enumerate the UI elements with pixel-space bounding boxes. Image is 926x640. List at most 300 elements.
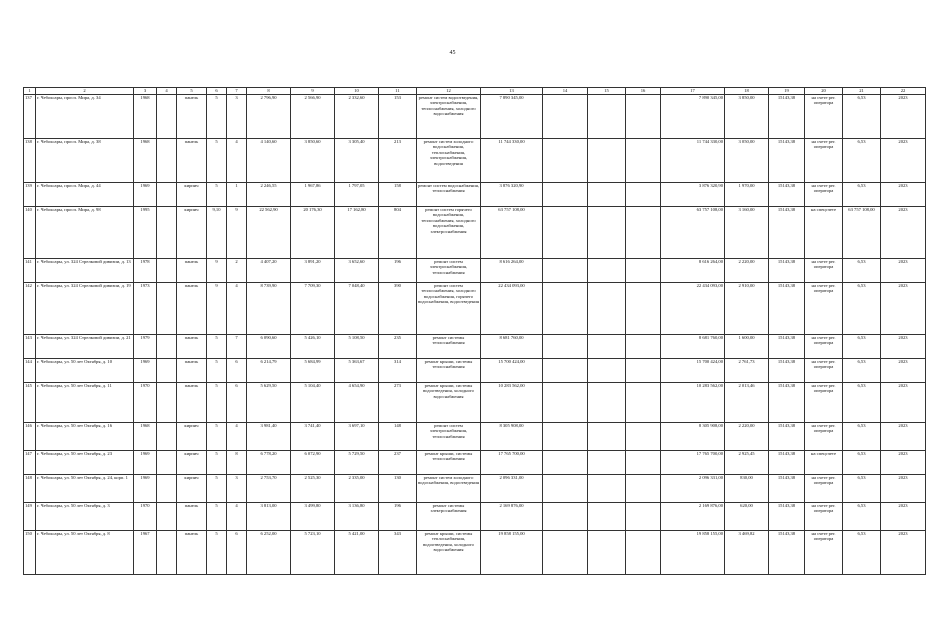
works-cell: ремонт систем горячего водоснабжения, теплоснабжения, холодного водоснабжения, электроснабжения bbox=[417, 207, 481, 259]
cost-cell: 8 305 908,00 bbox=[661, 423, 725, 451]
empty-cell bbox=[626, 503, 661, 531]
residents-cell: 196 bbox=[379, 503, 417, 531]
unit-cost-cell: 1 970,00 bbox=[725, 183, 769, 207]
area-cell: 3 891,20 bbox=[291, 259, 335, 283]
cost-cell: 17 765 700,00 bbox=[481, 451, 543, 475]
area-cell: 3 741,40 bbox=[291, 423, 335, 451]
area-cell: 6 778,20 bbox=[247, 451, 291, 475]
row-number: 140 bbox=[24, 207, 36, 259]
row-number: 142 bbox=[24, 283, 36, 335]
year-cell: 1969 bbox=[134, 359, 157, 383]
works-cell: ремонт крыши, системы теплоснабжения bbox=[417, 451, 481, 475]
unit-cost-cell: 2 925,45 bbox=[725, 451, 769, 475]
year-cell: 1968 bbox=[134, 139, 157, 183]
empty-cell bbox=[626, 207, 661, 259]
cost-cell: 63 757 108,00 bbox=[481, 207, 543, 259]
unit-cost-cell: 3 469,82 bbox=[725, 531, 769, 575]
year-cell: 1973 bbox=[134, 283, 157, 335]
method-cell: на спецсчете bbox=[805, 451, 843, 475]
address-cell: г. Чебоксары, ул. 50 лет Октября, д. 3 bbox=[36, 503, 134, 531]
residents-cell: 390 bbox=[379, 283, 417, 335]
residents-cell: 314 bbox=[379, 359, 417, 383]
residents-cell: 148 bbox=[379, 423, 417, 451]
column-header: 20 bbox=[805, 88, 843, 95]
column-header: 6 bbox=[207, 88, 227, 95]
column-header: 15 bbox=[588, 88, 626, 95]
year-cell: 1968 bbox=[134, 423, 157, 451]
year-cell bbox=[157, 335, 177, 359]
works-cell: ремонт крыши, системы теплоснабжения, водоотведения, холодного водоснабжения bbox=[417, 531, 481, 575]
works-cell: ремонт крыши, системы водоотведения, холодного водоснабжения bbox=[417, 383, 481, 423]
area-cell: 6 214,79 bbox=[247, 359, 291, 383]
material-cell: панель bbox=[177, 383, 207, 423]
unit-cost-cell: 830,00 bbox=[725, 475, 769, 503]
area-cell: 5 426,10 bbox=[291, 335, 335, 359]
cost-cell: 7 890 345,00 bbox=[661, 95, 725, 139]
area-cell: 5 684,99 bbox=[291, 359, 335, 383]
plan-year-cell: 2023 bbox=[881, 503, 926, 531]
table-row bbox=[24, 259, 926, 283]
plan-year-cell: 2023 bbox=[881, 95, 926, 139]
plan-year-cell: 2023 bbox=[881, 423, 926, 451]
works-cell: ремонт систем водоотведения, электроснабжения, теплоснабжения, холодного водоснабжения bbox=[417, 95, 481, 139]
works-cell: ремонт системы теплоснабжения bbox=[417, 335, 481, 359]
column-header: 9 bbox=[291, 88, 335, 95]
unit-cost-cell: 1 600,00 bbox=[725, 335, 769, 359]
cost-cell: 19 858 155,00 bbox=[661, 531, 725, 575]
entrances-cell: 4 bbox=[227, 423, 247, 451]
column-header: 3 bbox=[134, 88, 157, 95]
works-cell: ремонт систем электроснабжения, теплоснабжения bbox=[417, 259, 481, 283]
address-cell: г. Чебоксары, просп. Мира, д. 34 bbox=[36, 95, 134, 139]
rate-cell: 6,53 bbox=[843, 451, 881, 475]
column-header: 19 bbox=[769, 88, 805, 95]
empty-cell bbox=[543, 475, 588, 503]
material-cell: кирпич bbox=[177, 423, 207, 451]
method-cell: на счете рег. оператора bbox=[805, 383, 843, 423]
rate-cell: 6,53 bbox=[843, 95, 881, 139]
empty-cell bbox=[543, 207, 588, 259]
year-cell: 1968 bbox=[134, 95, 157, 139]
area-cell: 6 072,90 bbox=[291, 451, 335, 475]
limit-cell: 15143,38 bbox=[769, 359, 805, 383]
area-cell: 6 090,60 bbox=[247, 335, 291, 359]
row-number: 146 bbox=[24, 423, 36, 451]
area-cell: 22 562,90 bbox=[247, 207, 291, 259]
material-cell: панель bbox=[177, 95, 207, 139]
area-cell: 3 136,80 bbox=[335, 503, 379, 531]
floors-cell: 5 bbox=[207, 531, 227, 575]
address-cell: г. Чебоксары, ул. 50 лет Октября, д. 8 bbox=[36, 531, 134, 575]
floors-cell: 5 bbox=[207, 503, 227, 531]
empty-cell bbox=[543, 183, 588, 207]
method-cell: на счете рег. оператора bbox=[805, 183, 843, 207]
column-header: 1 bbox=[24, 88, 36, 95]
cost-cell: 11 744 330,00 bbox=[481, 139, 543, 183]
year-cell bbox=[157, 503, 177, 531]
row-number: 143 bbox=[24, 335, 36, 359]
empty-cell bbox=[588, 335, 626, 359]
address-cell: г. Чебоксары, просп. Мира, д. 98 bbox=[36, 207, 134, 259]
cost-cell: 2 169 876,00 bbox=[481, 503, 543, 531]
address-cell: г. Чебоксары, ул. 324 Стрелковой дивизии, д. 19 bbox=[36, 283, 134, 335]
limit-cell: 15143,38 bbox=[769, 283, 805, 335]
area-cell: 2 796,90 bbox=[247, 95, 291, 139]
table-row bbox=[24, 139, 926, 183]
column-header: 14 bbox=[543, 88, 588, 95]
area-cell: 3 850,60 bbox=[291, 139, 335, 183]
method-cell: на спецсчете bbox=[805, 207, 843, 259]
floors-cell: 9,10 bbox=[207, 207, 227, 259]
cost-cell: 2 169 876,00 bbox=[661, 503, 725, 531]
table-row bbox=[24, 451, 926, 475]
area-cell: 4 407,20 bbox=[247, 259, 291, 283]
method-cell: на счете рег. оператора bbox=[805, 95, 843, 139]
method-cell: на счете рег. оператора bbox=[805, 335, 843, 359]
empty-cell bbox=[626, 259, 661, 283]
area-cell: 3 813,00 bbox=[247, 503, 291, 531]
area-cell: 2 753,70 bbox=[247, 475, 291, 503]
unit-cost-cell: 3 050,00 bbox=[725, 139, 769, 183]
year-cell bbox=[157, 451, 177, 475]
plan-year-cell: 2023 bbox=[881, 475, 926, 503]
empty-cell bbox=[588, 207, 626, 259]
year-cell: 1969 bbox=[134, 475, 157, 503]
row-number: 150 bbox=[24, 531, 36, 575]
empty-cell bbox=[588, 183, 626, 207]
entrances-cell: 3 bbox=[227, 95, 247, 139]
area-cell: 2 335,00 bbox=[335, 475, 379, 503]
address-cell: г. Чебоксары, просп. Мира, д. 38 bbox=[36, 139, 134, 183]
year-cell: 1970 bbox=[134, 383, 157, 423]
empty-cell bbox=[543, 503, 588, 531]
residents-cell: 153 bbox=[379, 95, 417, 139]
year-cell bbox=[157, 139, 177, 183]
entrances-cell: 4 bbox=[227, 503, 247, 531]
floors-cell: 5 bbox=[207, 451, 227, 475]
entrances-cell: 7 bbox=[227, 335, 247, 359]
limit-cell: 15143,38 bbox=[769, 451, 805, 475]
year-cell bbox=[157, 531, 177, 575]
year-cell bbox=[157, 183, 177, 207]
works-cell: ремонт систем теплоснабжения, холодного водоснабжения, горячего водоснабжения, водоотведения bbox=[417, 283, 481, 335]
area-cell: 2 566,90 bbox=[291, 95, 335, 139]
area-cell: 5 723,10 bbox=[291, 531, 335, 575]
empty-cell bbox=[588, 531, 626, 575]
cost-cell: 2 096 331,00 bbox=[481, 475, 543, 503]
residents-cell: 213 bbox=[379, 139, 417, 183]
plan-year-cell: 2023 bbox=[881, 183, 926, 207]
plan-year-cell: 2023 bbox=[881, 259, 926, 283]
area-cell: 3 499,80 bbox=[291, 503, 335, 531]
cost-cell: 22 434 093,00 bbox=[661, 283, 725, 335]
address-cell: г. Чебоксары, ул. 50 лет Октября, д. 16 bbox=[36, 423, 134, 451]
works-cell: ремонт систем электроснабжения, теплоснабжения bbox=[417, 423, 481, 451]
method-cell: на счете рег. оператора bbox=[805, 475, 843, 503]
column-header: 16 bbox=[626, 88, 661, 95]
empty-cell bbox=[588, 359, 626, 383]
floors-cell: 5 bbox=[207, 183, 227, 207]
year-cell: 1979 bbox=[134, 335, 157, 359]
header-row bbox=[24, 88, 926, 95]
address-cell: г. Чебоксары, ул. 50 лет Октября, д. 10 bbox=[36, 359, 134, 383]
table-row bbox=[24, 183, 926, 207]
limit-cell: 15143,38 bbox=[769, 335, 805, 359]
cost-cell: 2 096 331,00 bbox=[661, 475, 725, 503]
area-cell: 6 252,00 bbox=[247, 531, 291, 575]
address-cell: г. Чебоксары, просп. Мира, д. 44 bbox=[36, 183, 134, 207]
limit-cell: 15143,38 bbox=[769, 475, 805, 503]
residents-cell: 237 bbox=[379, 451, 417, 475]
year-cell bbox=[157, 283, 177, 335]
residents-cell: 343 bbox=[379, 531, 417, 575]
area-cell: 2 525,30 bbox=[291, 475, 335, 503]
area-cell: 5 729,50 bbox=[335, 451, 379, 475]
material-cell: панель bbox=[177, 335, 207, 359]
area-cell: 3 652,60 bbox=[335, 259, 379, 283]
method-cell: на счете рег. оператора bbox=[805, 503, 843, 531]
unit-cost-cell: 2 220,00 bbox=[725, 423, 769, 451]
year-cell bbox=[157, 383, 177, 423]
empty-cell bbox=[626, 531, 661, 575]
plan-year-cell: 2023 bbox=[881, 359, 926, 383]
floors-cell: 9 bbox=[207, 259, 227, 283]
cost-cell: 10 283 562,00 bbox=[481, 383, 543, 423]
year-cell: 1967 bbox=[134, 531, 157, 575]
method-cell: на счете рег. оператора bbox=[805, 259, 843, 283]
table-row bbox=[24, 95, 926, 139]
empty-cell bbox=[543, 423, 588, 451]
area-cell: 7 709,30 bbox=[291, 283, 335, 335]
column-header: 22 bbox=[881, 88, 926, 95]
rate-cell: 6,53 bbox=[843, 383, 881, 423]
cost-cell: 8 616 264,00 bbox=[661, 259, 725, 283]
area-cell: 2 246,55 bbox=[247, 183, 291, 207]
empty-cell bbox=[543, 383, 588, 423]
rate-cell: 6,53 bbox=[843, 283, 881, 335]
column-header: 11 bbox=[379, 88, 417, 95]
rate-cell: 6,53 bbox=[843, 183, 881, 207]
cost-cell: 19 858 155,00 bbox=[481, 531, 543, 575]
plan-year-cell: 2023 bbox=[881, 335, 926, 359]
floors-cell: 5 bbox=[207, 383, 227, 423]
residents-cell: 158 bbox=[379, 183, 417, 207]
plan-year-cell: 2023 bbox=[881, 283, 926, 335]
limit-cell: 15143,38 bbox=[769, 503, 805, 531]
material-cell: панель bbox=[177, 139, 207, 183]
cost-cell: 15 700 424,00 bbox=[661, 359, 725, 383]
column-header: 7 bbox=[227, 88, 247, 95]
floors-cell: 5 bbox=[207, 335, 227, 359]
unit-cost-cell: 2 220,00 bbox=[725, 259, 769, 283]
residents-cell: 196 bbox=[379, 259, 417, 283]
column-header: 2 bbox=[36, 88, 134, 95]
empty-cell bbox=[588, 259, 626, 283]
area-cell: 5 629,50 bbox=[247, 383, 291, 423]
table-row bbox=[24, 383, 926, 423]
table-row bbox=[24, 359, 926, 383]
material-cell: кирпич bbox=[177, 475, 207, 503]
material-cell: кирпич bbox=[177, 207, 207, 259]
empty-cell bbox=[626, 139, 661, 183]
rate-cell: 6,53 bbox=[843, 259, 881, 283]
floors-cell: 5 bbox=[207, 95, 227, 139]
residents-cell: 273 bbox=[379, 383, 417, 423]
year-cell bbox=[157, 259, 177, 283]
row-number: 147 bbox=[24, 451, 36, 475]
empty-cell bbox=[626, 475, 661, 503]
entrances-cell: 1 bbox=[227, 183, 247, 207]
entrances-cell: 6 bbox=[227, 531, 247, 575]
empty-cell bbox=[543, 283, 588, 335]
rate-cell: 6,53 bbox=[843, 139, 881, 183]
material-cell: панель bbox=[177, 283, 207, 335]
area-cell: 17 162,80 bbox=[335, 207, 379, 259]
cost-cell: 10 283 562,00 bbox=[661, 383, 725, 423]
limit-cell: 15143,38 bbox=[769, 139, 805, 183]
floors-cell: 5 bbox=[207, 423, 227, 451]
row-number: 145 bbox=[24, 383, 36, 423]
empty-cell bbox=[543, 259, 588, 283]
row-number: 138 bbox=[24, 139, 36, 183]
material-cell: панель bbox=[177, 531, 207, 575]
address-cell: г. Чебоксары, ул. 50 лет Октября, д. 11 bbox=[36, 383, 134, 423]
area-cell: 5 363,67 bbox=[335, 359, 379, 383]
cost-cell: 7 890 345,00 bbox=[481, 95, 543, 139]
empty-cell bbox=[626, 383, 661, 423]
rate-cell: 6,53 bbox=[843, 423, 881, 451]
material-cell: панель bbox=[177, 259, 207, 283]
column-header: 5 bbox=[177, 88, 207, 95]
table-row bbox=[24, 207, 926, 259]
cost-cell: 22 434 093,00 bbox=[481, 283, 543, 335]
limit-cell: 15143,38 bbox=[769, 95, 805, 139]
floors-cell: 5 bbox=[207, 139, 227, 183]
table-row bbox=[24, 423, 926, 451]
rate-cell: 6,53 bbox=[843, 335, 881, 359]
cost-cell: 63 757 108,00 bbox=[661, 207, 725, 259]
rate-cell: 6,53 bbox=[843, 531, 881, 575]
column-header: 18 bbox=[725, 88, 769, 95]
year-cell bbox=[157, 95, 177, 139]
unit-cost-cell: 2 910,00 bbox=[725, 283, 769, 335]
limit-cell: 15143,38 bbox=[769, 183, 805, 207]
cost-cell: 3 876 320,90 bbox=[661, 183, 725, 207]
rate-cell: 6,53 bbox=[843, 359, 881, 383]
year-cell bbox=[157, 423, 177, 451]
material-cell: кирпич bbox=[177, 183, 207, 207]
floors-cell: 5 bbox=[207, 359, 227, 383]
empty-cell bbox=[543, 359, 588, 383]
residents-cell: 130 bbox=[379, 475, 417, 503]
entrances-cell: 3 bbox=[227, 475, 247, 503]
column-header: 8 bbox=[247, 88, 291, 95]
address-cell: г. Чебоксары, ул. 50 лет Октября, д. 24, корп. 1 bbox=[36, 475, 134, 503]
row-number: 149 bbox=[24, 503, 36, 531]
residents-cell: 235 bbox=[379, 335, 417, 359]
empty-cell bbox=[626, 359, 661, 383]
empty-cell bbox=[543, 531, 588, 575]
works-cell: ремонт систем холодного водоснабжения, водоотведения bbox=[417, 475, 481, 503]
cost-cell: 8 616 264,00 bbox=[481, 259, 543, 283]
plan-year-cell: 2023 bbox=[881, 207, 926, 259]
limit-cell: 15143,38 bbox=[769, 207, 805, 259]
floors-cell: 5 bbox=[207, 475, 227, 503]
rate-cell: 6,53 bbox=[843, 503, 881, 531]
column-header: 12 bbox=[417, 88, 481, 95]
unit-cost-cell: 2 013,46 bbox=[725, 383, 769, 423]
works-cell: ремонт систем водоснабжения, теплоснабжения bbox=[417, 183, 481, 207]
cost-cell: 3 876 320,90 bbox=[481, 183, 543, 207]
empty-cell bbox=[588, 139, 626, 183]
empty-cell bbox=[588, 451, 626, 475]
table-row bbox=[24, 335, 926, 359]
material-cell: панель bbox=[177, 503, 207, 531]
table-row bbox=[24, 531, 926, 575]
entrances-cell: 6 bbox=[227, 359, 247, 383]
empty-cell bbox=[626, 95, 661, 139]
empty-cell bbox=[626, 183, 661, 207]
year-cell bbox=[157, 207, 177, 259]
year-cell: 1970 bbox=[134, 503, 157, 531]
plan-year-cell: 2023 bbox=[881, 383, 926, 423]
row-number: 148 bbox=[24, 475, 36, 503]
unit-cost-cell: 3 850,00 bbox=[725, 95, 769, 139]
empty-cell bbox=[626, 451, 661, 475]
row-number: 139 bbox=[24, 183, 36, 207]
empty-cell bbox=[588, 383, 626, 423]
entrances-cell: 2 bbox=[227, 259, 247, 283]
unit-cost-cell: 3 160,00 bbox=[725, 207, 769, 259]
year-cell: 1978 bbox=[134, 259, 157, 283]
rate-cell: 63 757 108,00 bbox=[843, 207, 881, 259]
column-header: 10 bbox=[335, 88, 379, 95]
row-number: 141 bbox=[24, 259, 36, 283]
area-cell: 1 967,86 bbox=[291, 183, 335, 207]
column-header: 13 bbox=[481, 88, 543, 95]
cost-cell: 8 305 908,00 bbox=[481, 423, 543, 451]
row-number: 137 bbox=[24, 95, 36, 139]
address-cell: г. Чебоксары, ул. 50 лет Октября, д. 23 bbox=[36, 451, 134, 475]
empty-cell bbox=[626, 423, 661, 451]
plan-year-cell: 2023 bbox=[881, 451, 926, 475]
empty-cell bbox=[626, 283, 661, 335]
residents-cell: 804 bbox=[379, 207, 417, 259]
cost-cell: 8 681 760,00 bbox=[481, 335, 543, 359]
empty-cell bbox=[588, 95, 626, 139]
empty-cell bbox=[588, 475, 626, 503]
plan-year-cell: 2023 bbox=[881, 139, 926, 183]
limit-cell: 15143,38 bbox=[769, 383, 805, 423]
year-cell: 1969 bbox=[134, 183, 157, 207]
limit-cell: 15143,38 bbox=[769, 531, 805, 575]
works-cell: ремонт системы электроснабжения bbox=[417, 503, 481, 531]
empty-cell bbox=[588, 423, 626, 451]
method-cell: на счете рег. оператора bbox=[805, 139, 843, 183]
entrances-cell: 9 bbox=[227, 207, 247, 259]
area-cell: 7 048,40 bbox=[335, 283, 379, 335]
empty-cell bbox=[626, 335, 661, 359]
material-cell: панель bbox=[177, 359, 207, 383]
cost-cell: 11 744 330,00 bbox=[661, 139, 725, 183]
entrances-cell: 6 bbox=[227, 383, 247, 423]
area-cell: 2 332,60 bbox=[335, 95, 379, 139]
year-cell: 1969 bbox=[134, 451, 157, 475]
material-cell: кирпич bbox=[177, 451, 207, 475]
entrances-cell: 8 bbox=[227, 451, 247, 475]
unit-cost-cell: 2 761,73 bbox=[725, 359, 769, 383]
area-cell: 1 797,05 bbox=[335, 183, 379, 207]
